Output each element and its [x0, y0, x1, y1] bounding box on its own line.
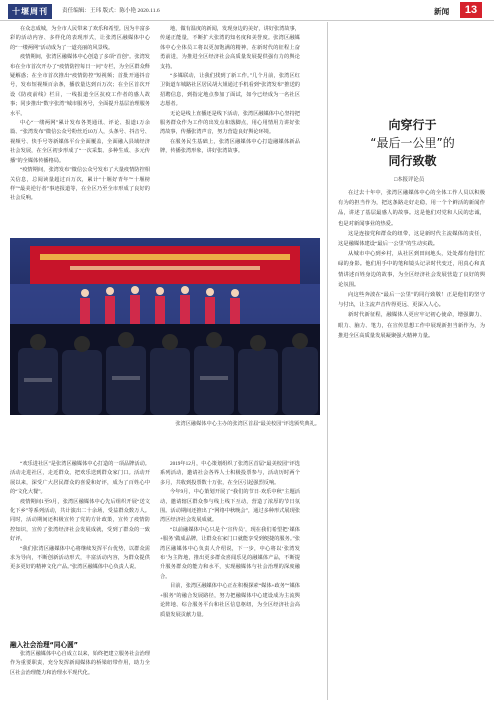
- article-column-1: [10, 25, 150, 237]
- article-column-5: [10, 650, 150, 703]
- commentary-headline: [340, 116, 485, 170]
- paragraph: “我们张湾区融媒体中心将继续发挥平台优势，以群众需求为导向，不断创新活动形式，丰富活动内容，为群众提供更多更好的精神文化产品。”张湾区融媒体中心负责人说。: [10, 545, 150, 571]
- article-column-2: [160, 25, 300, 237]
- paragraph: 从城市中心到乡村，从社区到田间地头，处处都有他们忙碌的身影。他们用手中的笔和镜头记录时代变迁，用真心和真情讲述百姓身边的故事，为全区经济社会发展营造了良好的舆论氛围。: [338, 251, 485, 288]
- headline-line-3: 同行致敬: [388, 154, 437, 168]
- paragraph: 疫情期间1至9月，张湾区融媒体中心先后组织开展“送文化下乡”等系列活动，共计演出二十余场，受益群众数万人。同时，活动期间还积极宣传了党的方针政策，宣传了疫情防控知识，宣传了张湾经济社会发展成就，受到了群众的一致好评。: [10, 498, 150, 543]
- paragraph: “欢乐进社区”是张湾区融媒体中心打造的一项品牌活动。活动走进社区，走近群众，把欢乐送到群众家门口。活动开展以来，深受广大居民群众的喜爱和好评，成为了百姓心中的“文化大餐”。: [10, 461, 150, 496]
- commentary-byline: □本报评论员: [394, 177, 425, 183]
- column-divider: [327, 22, 328, 700]
- paragraph: 今年9月，中心策划开展了“我们的节日·欢乐中秋”主题活动，邀请辖区群众参与线上线下互动，营造了浓厚的节日氛围。活动期间还推出了“网络中秋晚会”，通过多种形式展现张湾区经济社会发展成就。: [160, 489, 300, 524]
- page-number: 13: [460, 2, 482, 18]
- paragraph: “疫情期间，张湾发布”微信公众号发布了大量疫情防控相关信息，总阅读量超过百万次，累计“十堰好青年”“十堰榜样”“最美逆行者”事迹报道等，在全区乃至全市形成了良好的社会反响。: [10, 167, 150, 202]
- editor-credits: 责任编辑：王玮 版式：陈小艳 2020.11.6: [62, 8, 160, 14]
- ceremony-photo: [10, 238, 320, 415]
- paragraph: 这是连接党和群众的纽带，这是新时代主流媒体的责任，这是融媒体建设“最后一公里”的生动实践。: [338, 230, 485, 248]
- section-subheading: 融入社会治理“同心圆”: [10, 641, 79, 649]
- paragraph: 新时代新征程，融媒体人更应牢记初心使命，增强脚力、眼力、脑力、笔力，在宣传思想工作中展现新担当新作为，为推进全区高质量发展凝聚强大精神力量。: [338, 312, 485, 339]
- paragraph: 疫情期间，张湾区融媒体中心创造了多项“首创”。张湾发布在全市首次开办了“疫情防控每日一问”专栏，为全区群众释疑解惑；在全市首次推出“疫情防控”短视频；首批开通抖音号，发布短视频百余条，播放量达到百万次；在全区首次开设《防疫前线》栏目，一线报道全区抗疫工作者的感人故事；同步推出“数字张湾”城市服务号，全面提升基层治理服务水平。: [10, 54, 150, 117]
- paragraph: 张湾区融媒体中心自成立以来，始终把建立服务社会治理作为重要职责，充分发挥新闻媒体的桥梁纽带作用，助力全区社会治理能力和治理水平现代化。: [10, 651, 150, 676]
- commentary-body: [338, 188, 485, 700]
- paragraph: 2019年12月，中心策划组织了张湾区首届“最美校园”评选系列活动，邀请社会各界人士积极投票参与，活动历时两个多月，共收到投票数十万张，在全区引起强烈反响。: [160, 461, 300, 486]
- ceremony-photo-illustration: [10, 238, 320, 415]
- photo-caption: 张湾区融媒体中心主办的张湾区首届“最美校园”评选颁奖典礼。: [175, 421, 320, 427]
- article-column-4: [160, 460, 300, 700]
- paragraph: 地，做有温度的新闻，发现身边的美好，讲好张湾故事，传递正能量，不断扩大张湾的知名度和美誉度。张湾区融媒体中心全体员工将以更加饱满的精神，在新时代的征程上奋勇前进，为推进全区经济社会高质量发展提供强有力的舆论支持。: [160, 26, 300, 70]
- section-name: 新闻: [434, 7, 450, 16]
- paragraph: 在众志成城，为全市人民带来了欢乐和希望。因为丰富多彩的活动内容、多样化的表现形式，让张湾区融媒体中心的“一缕两网”活动成为了一道亮丽的风景线。: [10, 26, 150, 51]
- paragraph: “以前融媒体中心只是个‘宣传员’，现在我们希望把‘媒体+服务’做成品牌，让群众在家门口就能享受到便捷的服务。”张湾区融媒体中心负责人介绍说，下一步，中心将以‘张湾发布’为主阵地，推出更多群众喜闻乐见的融媒体产品，不断提升服务群众的能力和水平，实现融媒体与社会治理的深度融合。: [160, 526, 300, 580]
- paragraph: 无论是线上直播还是线下活动，张湾区融媒体中心坚持把服务群众作为工作的出发点和落脚点，用心用情用力讲好张湾故事，传播张湾声音，努力营造良好舆论环境。: [160, 110, 300, 136]
- newspaper-brand: 十堰周刊: [8, 4, 52, 19]
- paragraph: 中心“一缕两网”累计发布各类通讯、评论、报道1万余篇、“张湾发布”微信公众号粉丝近10万人，头条号、抖音号、视频号、快手号等新媒体平台全面覆盖，全面融入县域经济社会发展，在全区初步形成了“一次采集、多种生成、多元传播”的全媒体传播格局。: [10, 120, 150, 164]
- paragraph: 在过去十年中，张湾区融媒体中心的全体工作人员以积极有为的担当作为，把这条路走好走稳，用一个个鲜活的新闻作品，讲述了基层最感人的故事。这是他们对党和人民的忠诚，也是对新闻事业的热爱。: [338, 190, 485, 227]
- paragraph: 在服务民生基础上，张湾区融媒体中心打造融媒体新品牌，传播张湾形象，讲好张湾故事。: [160, 138, 300, 155]
- paragraph: “多媒联动，让我们找到了新工作。”几个月前，张湾区红卫街道车城路社区居民胡大姐通过手机看到“张湾发布”推送的招聘信息，到指定地点参加了面试，如今已经成为一名社区志愿者。: [160, 73, 300, 108]
- paragraph: 目前，张湾区融媒体中心正在积极探索“媒体+政务”“媒体+服务”的融合发展路径，努力把融媒体中心建设成为主流舆论阵地、综合服务平台和社区信息枢纽，为全区经济社会高质量发展贡献力量。: [160, 583, 300, 618]
- headline-line-2: “最后一公里”的: [370, 136, 455, 150]
- paragraph: 向这些奔波在“最后一公里”的同行致敬！正是他们的坚守与付出，让主流声音传得更远、更深入人心。: [338, 292, 485, 309]
- article-column-3: [10, 460, 150, 643]
- headline-line-1: 向穿行于: [388, 118, 437, 132]
- page-header: [0, 0, 494, 21]
